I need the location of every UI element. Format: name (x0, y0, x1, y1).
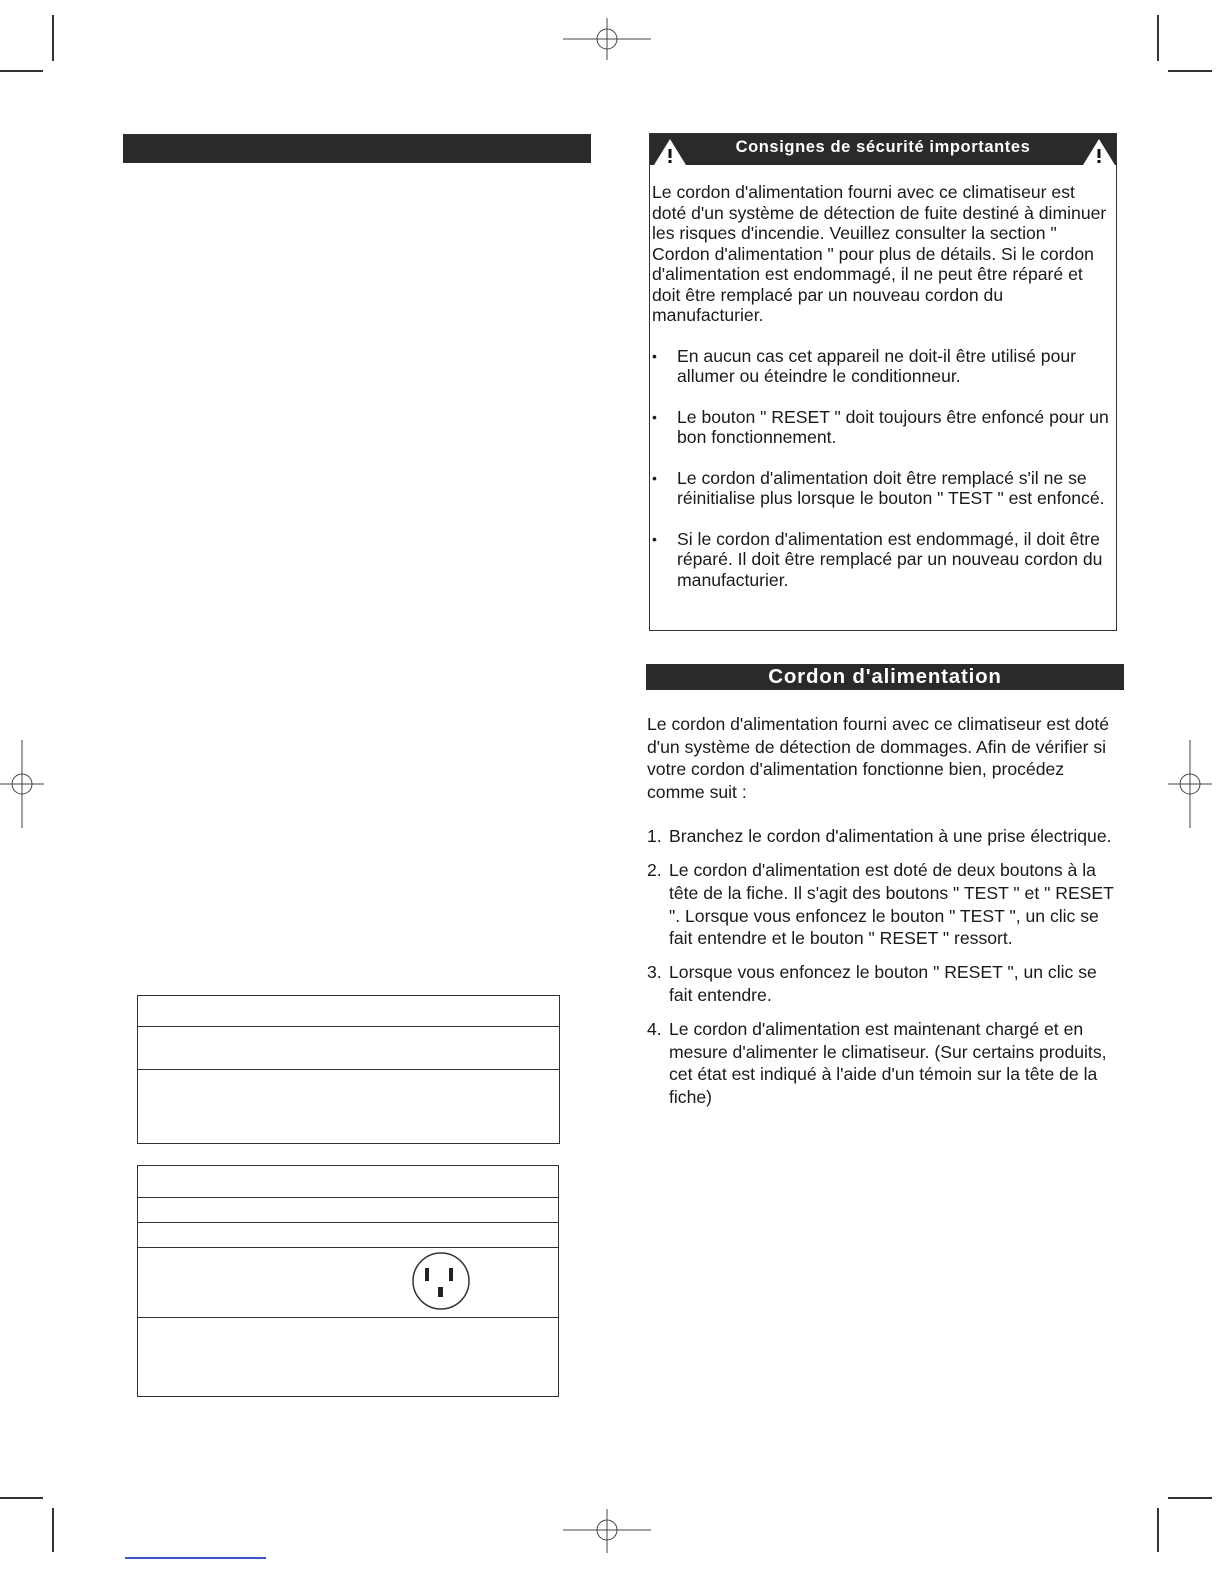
step-text: Branchez le cordon d'alimentation à une prise électrique. (669, 826, 1112, 847)
list-item: • Si le cordon d'alimentation est endommagé, il doit être réparé. Il doit être remplacé par un nouveau cordon du manufacturier. (652, 529, 1112, 591)
step-number: 2. (647, 860, 662, 881)
table-row (138, 996, 559, 1027)
safety-body (650, 165, 1116, 590)
step-text: Lorsque vous enfoncez le bouton " RESET ", un clic se fait entendre. (669, 962, 1097, 1005)
table-row (138, 1223, 558, 1248)
registration-mark-icon (563, 1509, 651, 1553)
step-number: 1. (647, 826, 662, 847)
list-item: • Le cordon d'alimentation doit être remplacé s'il ne se réinitialise plus lorsque le bouton " TEST " est enfoncé. (652, 468, 1112, 509)
step-text: Le cordon d'alimentation est doté de deux boutons à la tête de la fiche. Il s'agit des boutons " TEST " et " RESET ". Lorsque vous enfoncez le bouton " TEST ", un clic se fait entendre et le bouton " RESET " ressort. (669, 860, 1114, 949)
registration-mark-icon (0, 740, 44, 828)
cordon-header (646, 664, 1124, 690)
table-row (138, 1027, 559, 1070)
list-item (647, 1018, 1123, 1108)
list-item (647, 859, 1123, 949)
cordon-intro: Le cordon d'alimentation fourni avec ce climatiseur est doté d'un système de détection de dommages. Afin de vérifier si votre cordon d'alimentation fonctionne bien, procédez comme suit : (647, 714, 1110, 802)
safety-title: Consignes de sécurité importantes (735, 138, 1031, 156)
bottom-link-line (125, 1557, 266, 1559)
electrical-outlet-icon (410, 1250, 472, 1312)
step-number: 4. (647, 1019, 662, 1040)
list-item: • Le bouton " RESET " doit toujours être enfoncé pour un bon fonctionnement. (652, 407, 1112, 448)
list-item (647, 825, 1123, 848)
step-number: 3. (647, 962, 662, 983)
cordon-steps (647, 825, 1123, 1108)
table-row (138, 1248, 558, 1318)
warning-triangle-icon (1082, 139, 1116, 167)
table-row (138, 1166, 558, 1198)
cordon-body (647, 713, 1123, 1120)
left-table-bottom (137, 1165, 559, 1397)
table-row (138, 1198, 558, 1223)
registration-mark-icon (1168, 740, 1212, 828)
cordon-title: Cordon d'alimentation (768, 665, 1002, 688)
safety-header (650, 134, 1116, 165)
safety-intro: Le cordon d'alimentation fourni avec ce climatiseur est doté d'un système de détection de fuite destiné à diminuer les risques d'incendie. Veuillez consulter la section " Cordon d'alimentation " pour plus de détails. Si le cordon d'alimentation est endommagé, il ne peut être réparé et doit être remplacé par un nouveau cordon du manufacturier. (652, 182, 1107, 325)
table-row (138, 1318, 558, 1395)
left-header-bar (123, 134, 591, 163)
registration-mark-icon (563, 18, 651, 60)
step-text: Le cordon d'alimentation est maintenant chargé et en mesure d'alimenter le climatiseur. (Sur certains produits, cet état est indiqué à l'aide d'un témoin sur la tête de la fiche) (669, 1019, 1107, 1107)
table-row (138, 1070, 559, 1142)
list-item (647, 961, 1123, 1006)
safety-bullet-list (652, 346, 1112, 591)
left-table-top (137, 995, 560, 1144)
safety-warning-box (649, 133, 1117, 631)
list-item: • En aucun cas cet appareil ne doit-il être utilisé pour allumer ou éteindre le conditionneur. (652, 346, 1112, 387)
